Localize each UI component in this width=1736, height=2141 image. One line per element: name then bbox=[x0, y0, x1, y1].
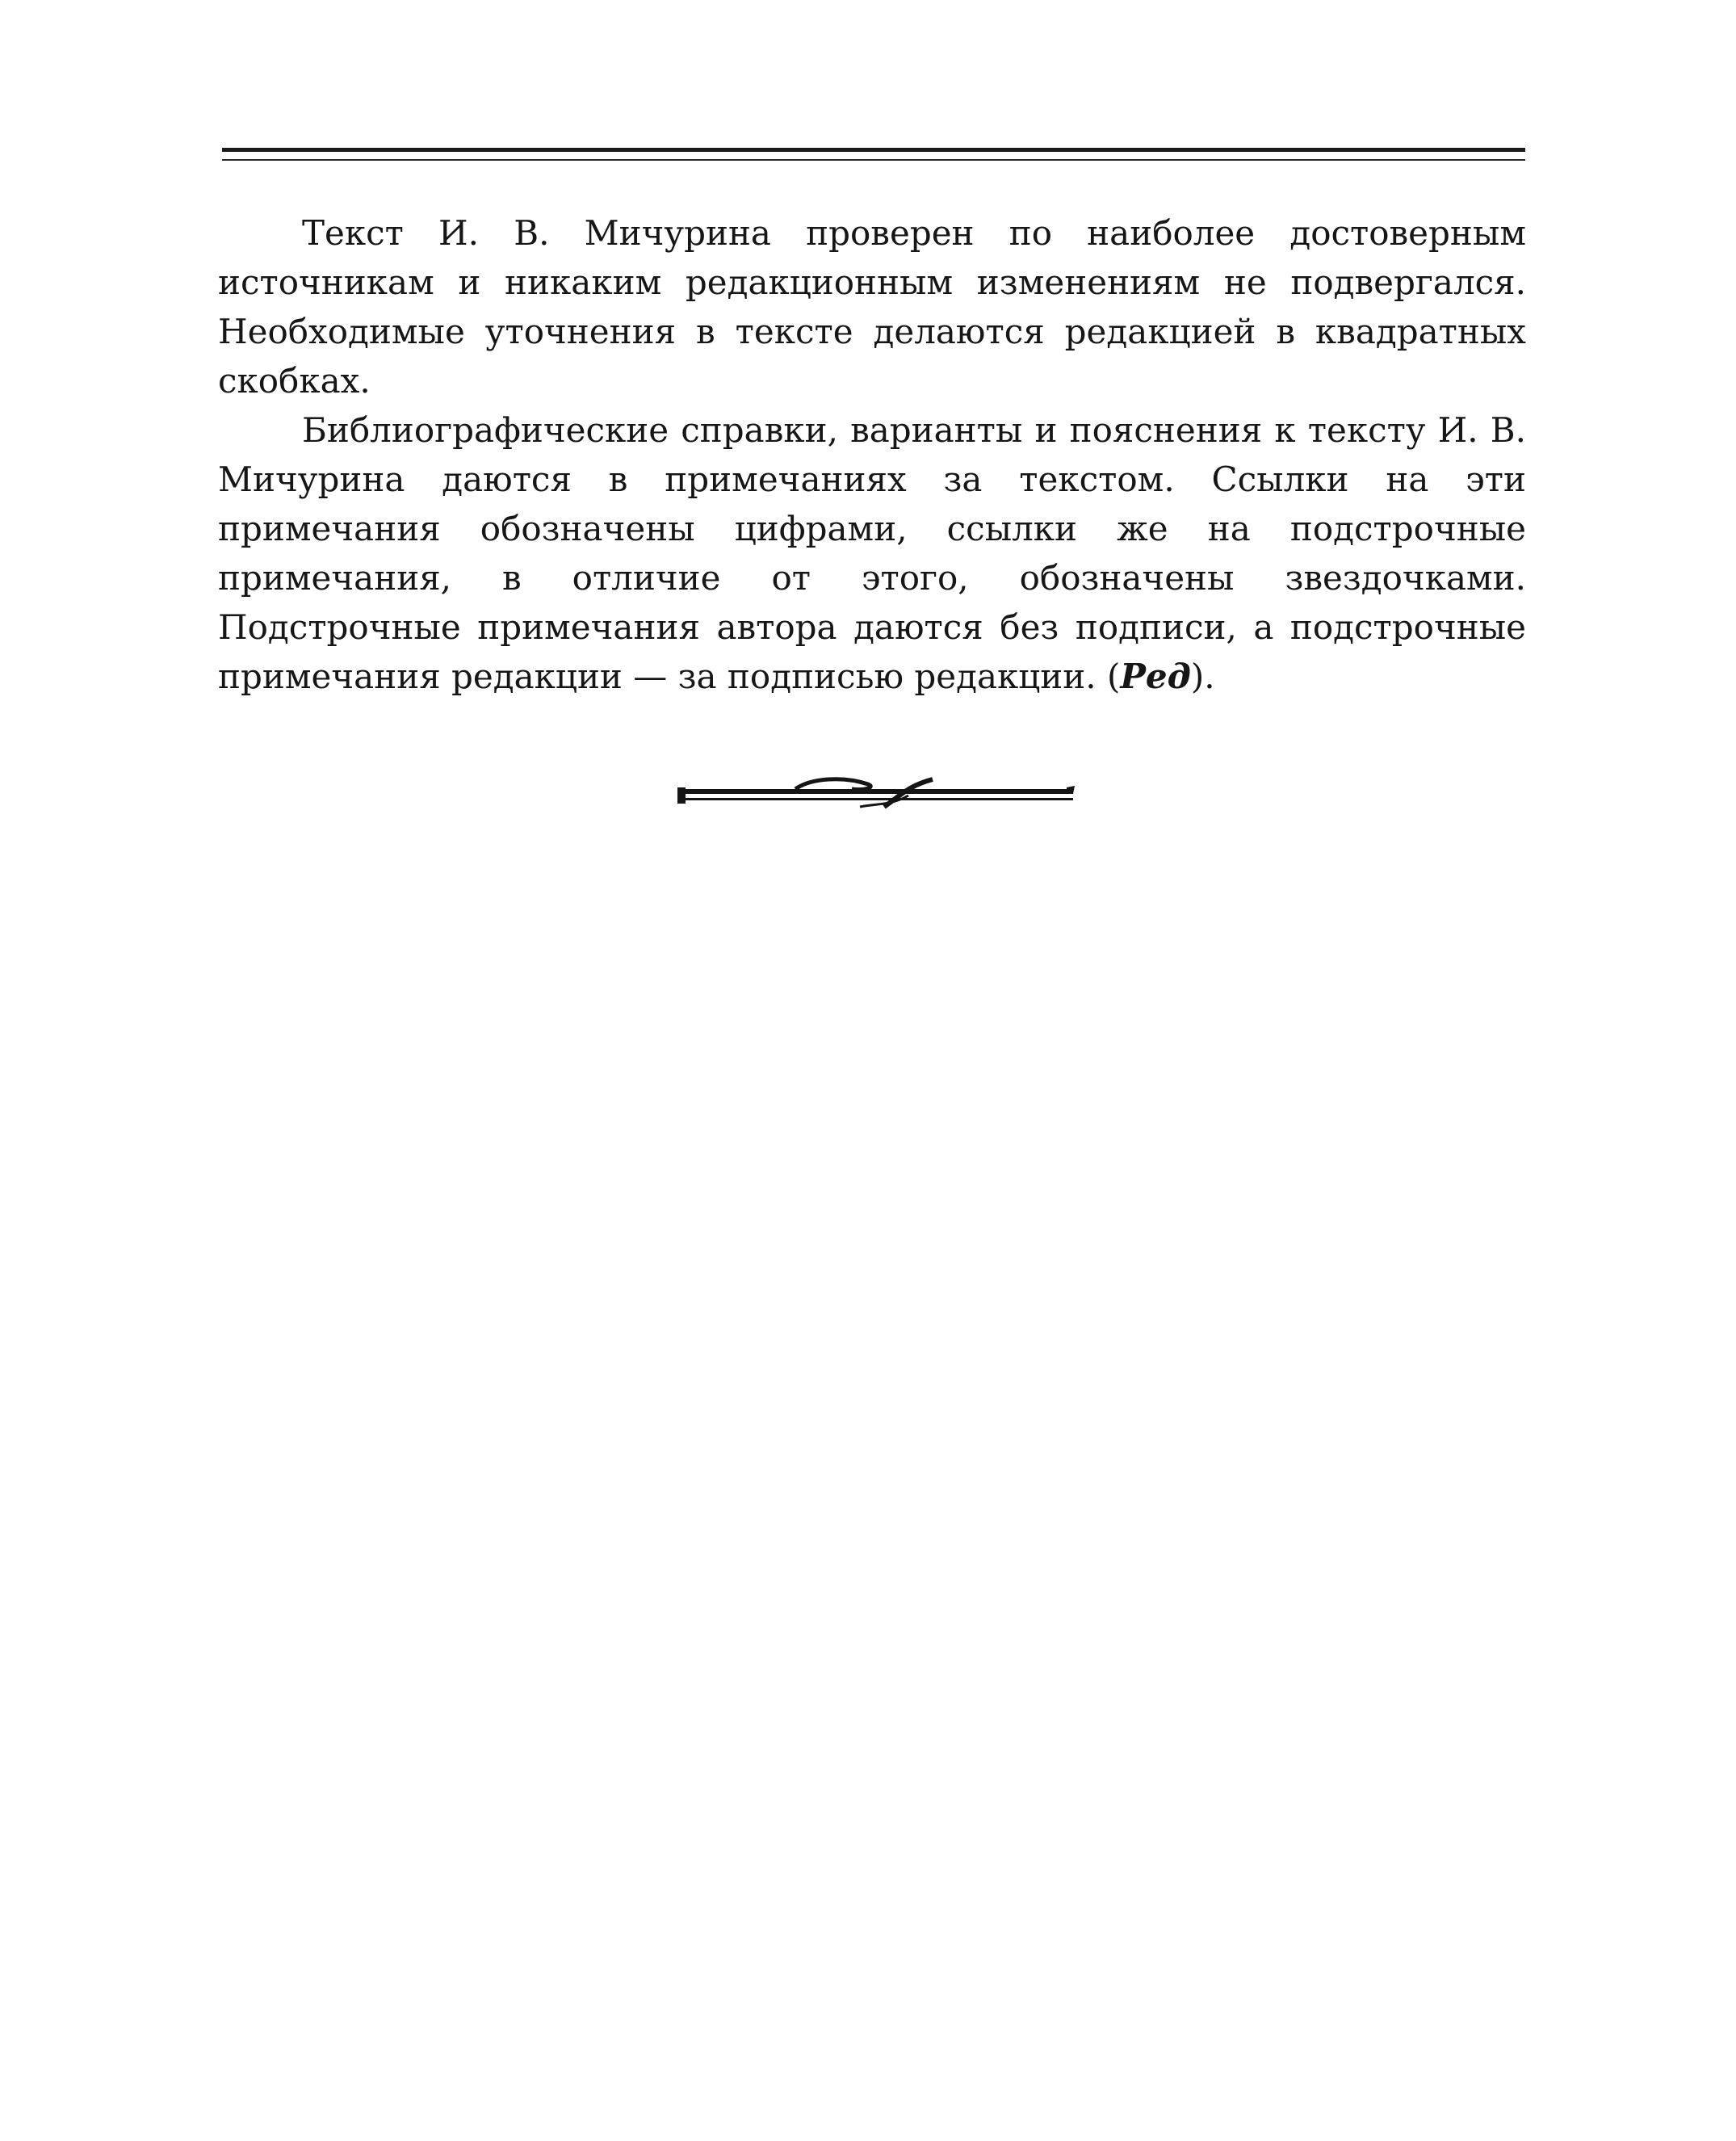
paragraph-2 bbox=[218, 405, 1526, 701]
editorial-note bbox=[218, 208, 1526, 701]
paragraph-1: Текст И. В. Мичурина проверен по наиболее достоверным источникам и никаким редакционным изменениям не подвергался. Необходимые уточнения в тексте делаются редакцией в квадратных скобках. bbox=[218, 213, 1526, 401]
ornament-divider-icon bbox=[674, 771, 1078, 820]
editor-signature: Ред bbox=[1120, 657, 1191, 696]
header-rule-thin-line bbox=[222, 159, 1525, 161]
header-rule-thick-line bbox=[222, 148, 1525, 152]
paragraph-2-text: Библиографические справки, варианты и пояснения к тексту И. В. Мичурина даются в примечаниях за текстом. Ссылки на эти примечания обозначены цифрами, ссылки же на подстрочные примечания, в отличие от этого, обозначены звездочками. Подстрочные примечания автора даются без подписи, а подстрочные примечания редакции — за подписью редакции. bbox=[218, 410, 1526, 696]
signature-close: ). bbox=[1190, 657, 1215, 696]
header-double-rule bbox=[222, 148, 1525, 162]
signature-open: ( bbox=[1106, 657, 1121, 696]
